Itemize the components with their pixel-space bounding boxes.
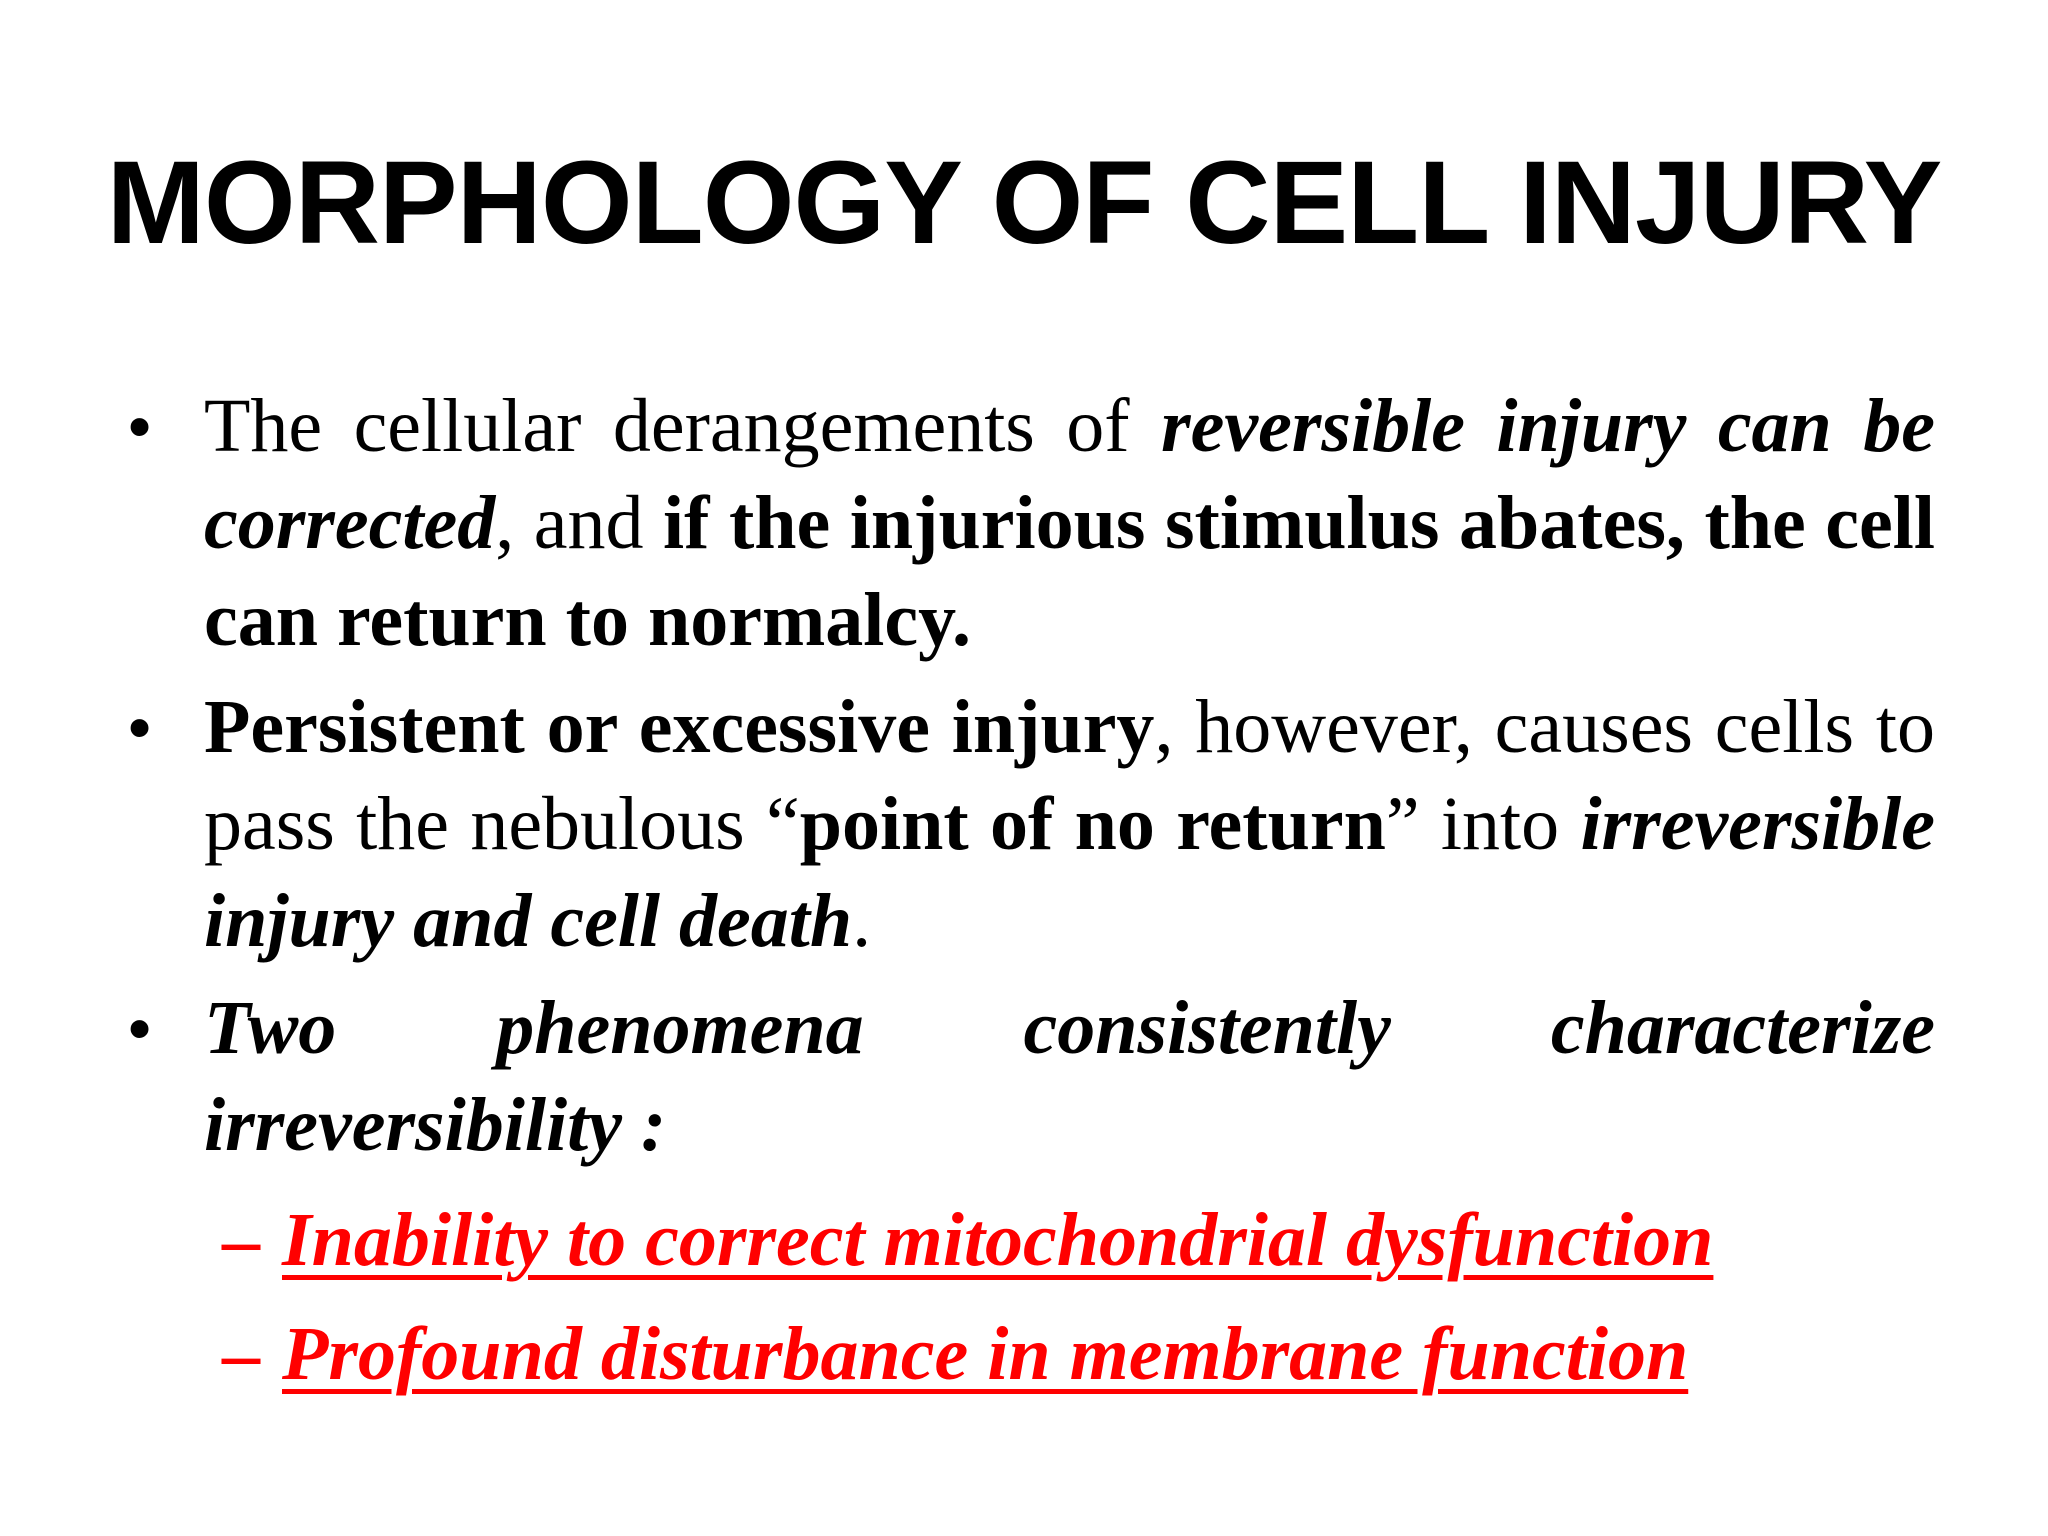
bullet-icon: • bbox=[128, 690, 152, 764]
bullet-icon: • bbox=[128, 389, 152, 463]
bullet-text-run: point of no return bbox=[799, 782, 1386, 866]
bullet-text-run: . bbox=[852, 879, 872, 963]
dash-icon: – bbox=[222, 1312, 260, 1396]
bullet-text-run: The cellular derangements of bbox=[204, 384, 1162, 468]
bullet-item-reversible bbox=[120, 378, 1935, 669]
bullet-list bbox=[120, 378, 1935, 1174]
bullet-text-line: irreversibility : bbox=[204, 1083, 667, 1167]
bullet-text-run: , and bbox=[495, 481, 663, 565]
dash-icon: – bbox=[222, 1198, 260, 1282]
sub-bullet-mitochondrial bbox=[222, 1192, 1713, 1289]
bullet-text-run: Persistent or excessive injury bbox=[204, 685, 1155, 769]
bullet-text-run: reversible injury can be corrected bbox=[204, 384, 1935, 565]
slide-title: MORPHOLOGY OF CELL INJURY bbox=[106, 137, 1942, 269]
bullet-text-line: Two phenomena consistently characterize bbox=[204, 986, 1935, 1070]
bullet-text-run: irreversible injury and cell death bbox=[204, 782, 1936, 963]
bullet-item-persistent bbox=[120, 679, 1935, 970]
bullet-item-two-phenomena bbox=[120, 980, 1935, 1174]
sub-bullet-text: Profound disturbance in membrane function bbox=[282, 1312, 1689, 1396]
sub-bullet-membrane bbox=[222, 1306, 1688, 1403]
sub-bullet-text: Inability to correct mitochondrial dysfunction bbox=[282, 1198, 1714, 1282]
bullet-text-run: if the injurious stimulus abates, the cell can return to normalcy. bbox=[204, 481, 1935, 662]
bullet-text-run: ” into bbox=[1385, 782, 1581, 866]
bullet-text-run: , however, causes cells to pass the nebulous “ bbox=[204, 685, 1935, 866]
bullet-icon: • bbox=[128, 991, 152, 1065]
